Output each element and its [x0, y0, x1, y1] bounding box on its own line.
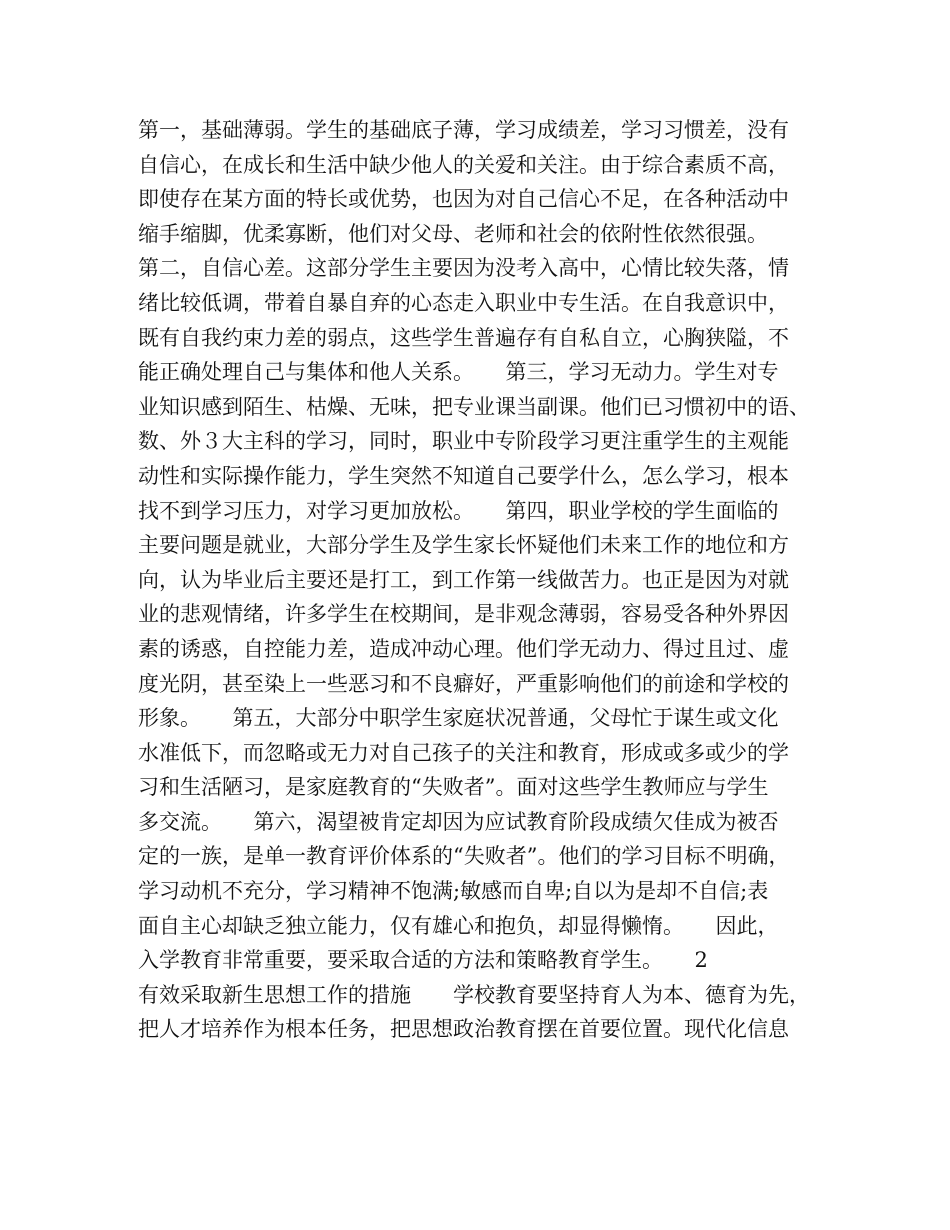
text-line: 入学教育非常重要，要采取合适的方法和策略教育学生。 2 [138, 948, 708, 973]
text-line: 数、外３大主科的学习，同时，职业中专阶段学习更注重学生的主观能 [138, 429, 789, 454]
text-line: 形象。 第五，大部分中职学生家庭状况普通，父母忙于谋生或文化 [138, 706, 779, 731]
text-line: 找不到学习压力，对学习更加放松。 第四，职业学校的学生面临的 [138, 498, 779, 523]
text-line: 水准低下，而忽略或无力对自己孩子的关注和教育，形成或多或少的学 [138, 740, 789, 765]
text-line: 多交流。 第六，渴望被肯定却因为应试教育阶段成绩欠佳成为被否 [138, 809, 779, 834]
text-line: 能正确处理自己与集体和他人关系。 第三，学习无动力。学生对专 [138, 360, 779, 385]
text-line: 素的诱惑，自控能力差，造成冲动心理。他们学无动力、得过且过、虚 [138, 636, 789, 661]
body-text [138, 113, 828, 1047]
text-line: 动性和实际操作能力，学生突然不知道自己要学什么，怎么学习，根本 [138, 463, 789, 488]
text-line: 定的一族，是单一教育评价体系的“失败者”。他们的学习目标不明确， [138, 844, 790, 869]
text-line: 习和生活陋习，是家庭教育的“失败者”。面对这些学生教师应与学生 [138, 775, 769, 800]
text-line: 学习动机不充分，学习精神不饱满;敏感而自卑;自以为是却不自信;表 [138, 879, 769, 904]
text-line: 业知识感到陌生、枯燥、无味，把专业课当副课。他们已习惯初中的语、 [138, 394, 810, 419]
text-line: 即使存在某方面的特长或优势，也因为对自己信心不足，在各种活动中 [138, 187, 789, 212]
text-line: 自信心，在成长和生活中缺少他人的关爱和关注。由于综合素质不高， [138, 152, 789, 177]
text-line: 面自主心却缺乏独立能力，仅有雄心和抱负，却显得懒惰。 因此， [138, 913, 779, 938]
text-line: 把人才培养作为根本任务，把思想政治教育摆在首要位置。现代化信息 [138, 1017, 789, 1042]
text-line: 有效采取新生思想工作的措施 学校教育要坚持育人为本、德育为先， [138, 982, 810, 1007]
text-line: 第一，基础薄弱。学生的基础底子薄，学习成绩差，学习习惯差，没有 [138, 118, 789, 142]
text-line: 度光阴，甚至染上一些恶习和不良癖好，严重影响他们的前途和学校的 [138, 671, 789, 696]
text-line: 业的悲观情绪，许多学生在校期间，是非观念薄弱，容易受各种外界因 [138, 602, 789, 627]
text-line: 向，认为毕业后主要还是打工，到工作第一线做苦力。也正是因为对就 [138, 567, 789, 592]
text-line: 绪比较低调，带着自暴自弃的心态走入职业中专生活。在自我意识中， [138, 290, 789, 315]
text-line: 既有自我约束力差的弱点，这些学生普遍存有自私自立，心胸狭隘，不 [138, 325, 789, 350]
text-line: 缩手缩脚，优柔寡断，他们对父母、老师和社会的依附性依然很强。 [138, 221, 768, 246]
text-line: 主要问题是就业，大部分学生及学生家长怀疑他们未来工作的地位和方 [138, 533, 789, 558]
text-line: 第二，自信心差。这部分学生主要因为没考入高中，心情比较失落，情 [138, 256, 789, 281]
